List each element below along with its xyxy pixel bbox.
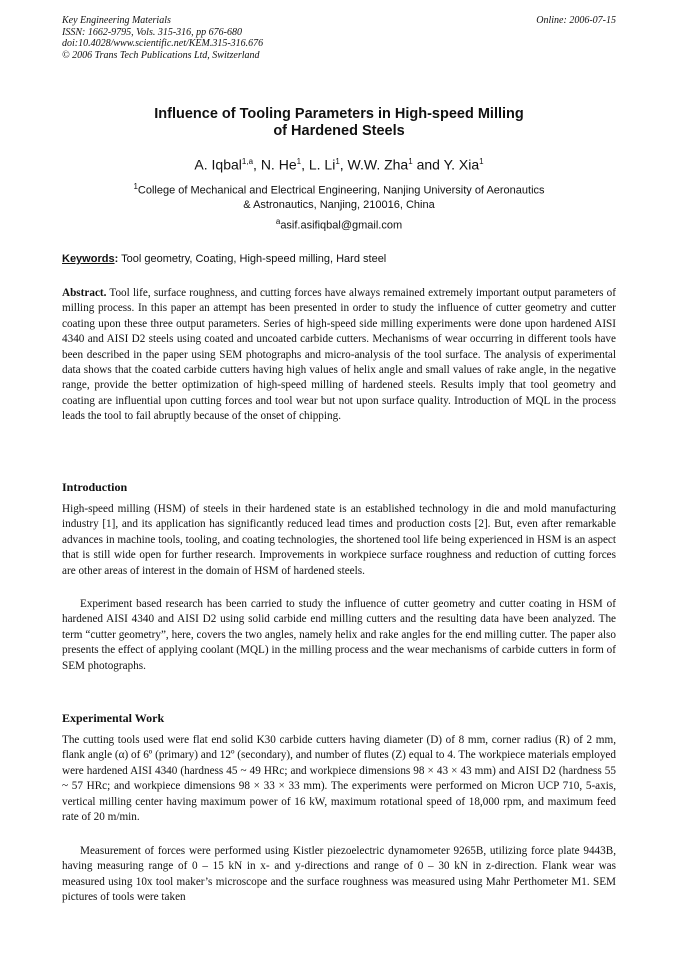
paper-title bbox=[62, 106, 616, 140]
experimental-paragraph-2: Measurement of forces were performed using Kistler piezoelectric dynamometer 9265B, utilizing force plate 9443B, having measuring range of 0 – 15 kN in x- and y-directions and range of 0 – 30 kN in z-direction. Flank wear was measured using 10x tool maker’s microscope and the surface roughness was measured using Mahr Perthometer M1. SEM pictures of tools were taken bbox=[62, 845, 616, 904]
abstract bbox=[62, 286, 616, 425]
abstract-text: Tool life, surface roughness, and cutting forces have always remained extremely important output parameters of milling process. In this paper an attempt has been presented in order to study the influence of cutter geometry and cutter coating upon these three output parameters. Series of high-speed side milling experiments were done upon hardened AISI 4340 and AISI D2 steels using coated and uncoated carbide cutters. Mechanisms of wear occurring in different tools have been described in the paper using SEM photographs and micro-analysis of the tool surface. The analysis of experimental data shows that the coated carbide cutters having high values of helix angle and small values of rake angle, in the negative range, provide the better optimization of high-speed milling of hardened steels. Results imply that tool geometry and coating are influential upon cutting forces and tool wear but not upon surface quality. Introduction of MQL in the process leads the tool to fail abruptly because of the onset of chipping. bbox=[62, 287, 616, 423]
online-date: Online: 2006-07-15 bbox=[536, 15, 616, 26]
affiliation-sup: 1 bbox=[133, 182, 138, 191]
journal-name: Key Engineering Materials bbox=[62, 15, 171, 26]
affiliation bbox=[62, 180, 616, 212]
keywords-colon: : bbox=[114, 253, 119, 265]
author-name: W.W. Zha bbox=[347, 156, 409, 173]
introduction-heading: Introduction bbox=[62, 480, 128, 494]
affiliation-line-2: & Astronautics, Nanjing, 210016, China bbox=[243, 198, 435, 211]
author-name: Y. Xia bbox=[443, 156, 480, 173]
author-sup: 1,a bbox=[241, 157, 254, 166]
author-sup: 1 bbox=[296, 157, 302, 166]
introduction-paragraph-1: High-speed milling (HSM) of steels in their hardened state is an established technology in die and mold manufacturing industry [1], and its application has significantly reduced lead times and production costs [2]. But, even after remarkable advances in machine tools, tooling, and coating technologies, the shortened tool life being experienced in HSM is an aspect that is still wide open for further research. Improvements in workpiece surface roughness and reduction of cutting forces are other areas of interest in the domain of HSM of hardened steels. bbox=[62, 503, 616, 577]
journal-doi: doi:10.4028/www.scientific.net/KEM.315-316.676 bbox=[62, 38, 264, 49]
email-sup: a bbox=[275, 217, 281, 226]
journal-header bbox=[62, 15, 263, 61]
author-email bbox=[62, 215, 616, 233]
author-name: N. He bbox=[260, 156, 297, 173]
author-name: L. Li bbox=[308, 156, 336, 173]
author-sep: , bbox=[339, 156, 348, 173]
experimental-heading: Experimental Work bbox=[62, 711, 165, 725]
author-name: A. Iqbal bbox=[194, 156, 242, 173]
journal-issn: ISSN: 1662-9795, Vols. 315-316, pp 676-680 bbox=[62, 26, 242, 38]
experimental-paragraph-1: The cutting tools used were flat end solid K30 carbide cutters having diameter (D) of 8 mm, corner radius (R) of 2 mm, flank angle (α) of 6º (primary) and 12º (secondary), and number of flutes (Z) equal to 4. The workpiece materials employed were hardened AISI 4340 (hardness 45 ~ 49 HRc; and workpiece dimensions 98 × 43 × 43 mm) and AISI D2 (hardness 55 ~ 57 HRc; and workpiece dimensions 98 × 33 × 33 mm). The experiments were performed on Micron UCP 710, 5-axis, vertical milling center having maximum power of 16 kW, maximum rotational speed of 18,000 rpm, and maximum feed rate of 20 m/min. bbox=[62, 734, 616, 824]
author-sup: 1 bbox=[479, 157, 484, 166]
journal-copyright: © 2006 Trans Tech Publications Ltd, Switzerland bbox=[62, 49, 260, 61]
keywords bbox=[62, 252, 616, 266]
author-sup: 1 bbox=[335, 157, 340, 166]
title-line-2: of Hardened Steels bbox=[273, 123, 405, 139]
abstract-label: Abstract. bbox=[62, 287, 107, 299]
keywords-label: Keywords bbox=[62, 253, 115, 265]
author-list bbox=[62, 154, 616, 173]
affiliation-line-1: College of Mechanical and Electrical Engineering, Nanjing University of Aeronautics bbox=[137, 184, 545, 197]
author-sep: , bbox=[301, 156, 309, 173]
title-line-1: Influence of Tooling Parameters in High-speed Milling bbox=[154, 106, 524, 122]
author-sep: and bbox=[412, 156, 444, 173]
keywords-text: Tool geometry, Coating, High-speed milling, Hard steel bbox=[118, 253, 387, 265]
author-sep: , bbox=[253, 156, 261, 173]
introduction-paragraph-2: Experiment based research has been carried to study the influence of cutter geometry and cutter coating in HSM of hardened AISI 4340 and AISI D2 using solid carbide end milling cutters and the resulting data have been analyzed. The term “cutter geometry”, here, covers the two angles, namely helix and rake angles for the end milling cutter. The paper also presents the effect of applying coolant (MQL) in the milling process and the wear mechanisms of carbide cutters in form of SEM photographs. bbox=[62, 598, 616, 672]
email-address: asif.asifiqbal@gmail.com bbox=[280, 219, 403, 232]
author-sup: 1 bbox=[408, 157, 413, 166]
